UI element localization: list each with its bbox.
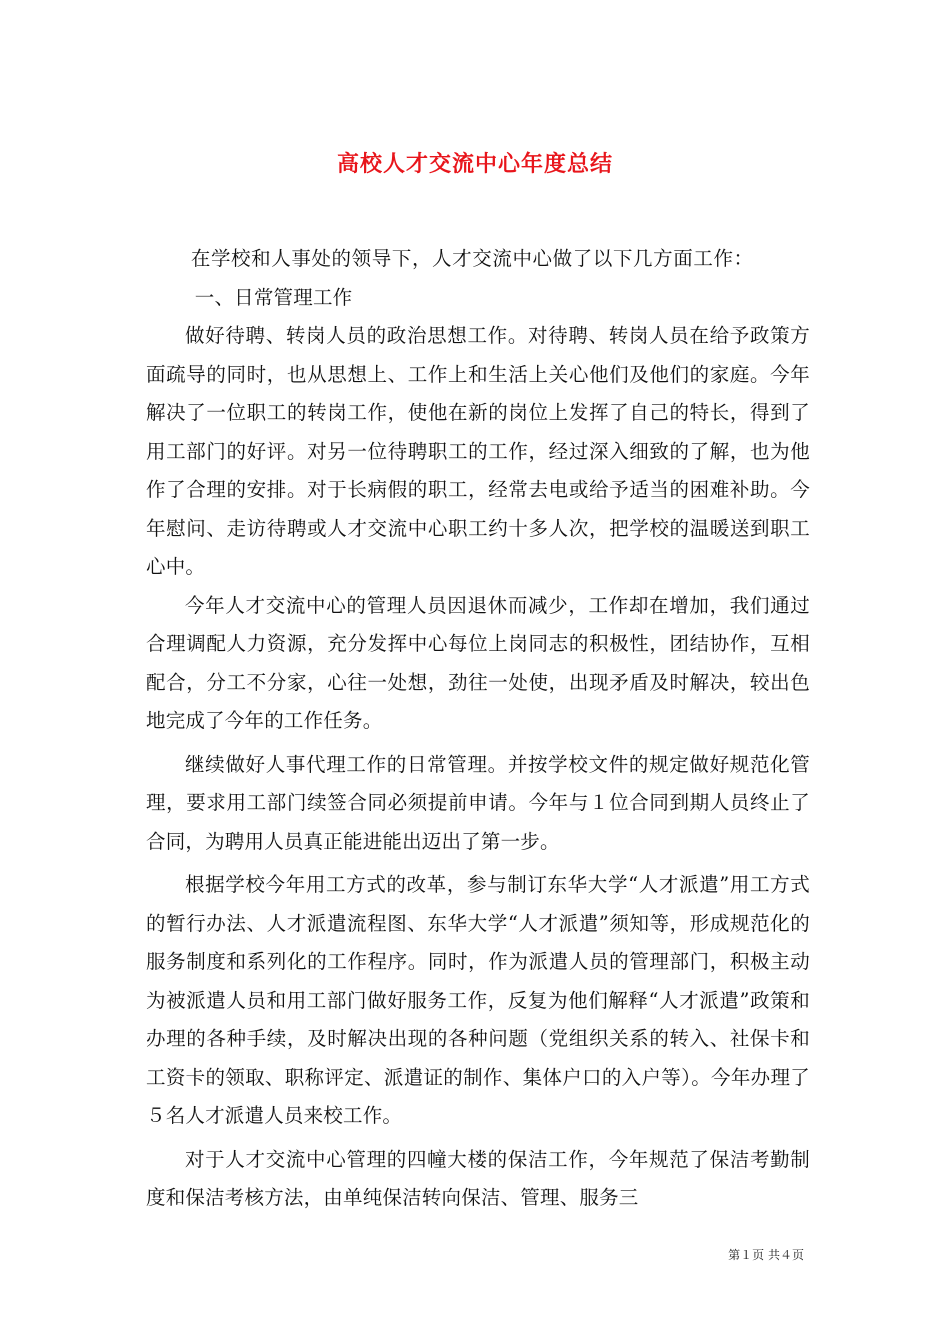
paragraph-ideological-work: 做好待聘、转岗人员的政治思想工作。对待聘、转岗人员在给予政策方面疏导的同时，也从思想上、工作上和生活上关心他们及他们的家庭。今年解决了一位职工的转岗工作，使他在新的岗位上发挥了自己的特长，得到了用工部门的好评。对另一位待聘职工的工作，经过深入细致的了解，也为他作了合理的安排。对于长病假的职工，经常去电或给予适当的困难补助。今年慰问、走访待聘或人才交流中心职工约十多人次，把学校的温暖送到职工心中。 — [146, 324, 810, 578]
paragraph-cleaning-work: 对于人才交流中心管理的四幢大楼的保洁工作，今年规范了保洁考勤制度和保洁考核方法，由单纯保洁转向保洁、管理、服务三 — [146, 1147, 810, 1209]
document-body — [146, 240, 810, 1218]
page-number-footer: 第１页 共４页 — [728, 1248, 804, 1262]
paragraph-personnel-agency: 继续做好人事代理工作的日常管理。并按学校文件的规定做好规范化管理，要求用工部门续签合同必须提前申请。今年与１位合同到期人员终止了合同，为聘用人员真正能进能出迈出了第一步。 — [146, 752, 810, 853]
section-heading-daily-management: 一、日常管理工作 — [194, 285, 353, 309]
document-title: 高校人才交流中心年度总结 — [336, 150, 613, 177]
paragraph-staff-reduction: 今年人才交流中心的管理人员因退休而减少，工作却在增加，我们通过合理调配人力资源，充分发挥中心每位上岗同志的积极性，团结协作，互相配合，分工不分家，心往一处想，劲往一处使，出现矛盾及时解决，较出色地完成了今年的工作任务。 — [146, 593, 810, 732]
paragraph-talent-dispatch: 根据学校今年用工方式的改革，参与制订东华大学“人才派遣”用工方式的暂行办法、人才派遣流程图、东华大学“人才派遣”须知等，形成规范化的服务制度和系列化的工作程序。同时，作为派遣人员的管理部门，积极主动为被派遣人员和用工部门做好服务工作，反复为他们解释“人才派遣”政策和办理的各种手续，及时解决出现的各种问题（党组织关系的转入、社保卡和工资卡的领取、职称评定、派遣证的制作、集体户口的入户等）。今年办理了５名人才派遣人员来校工作。 — [146, 873, 810, 1127]
intro-paragraph: 在学校和人事处的领导下，人才交流中心做了以下几方面工作： — [190, 247, 754, 270]
